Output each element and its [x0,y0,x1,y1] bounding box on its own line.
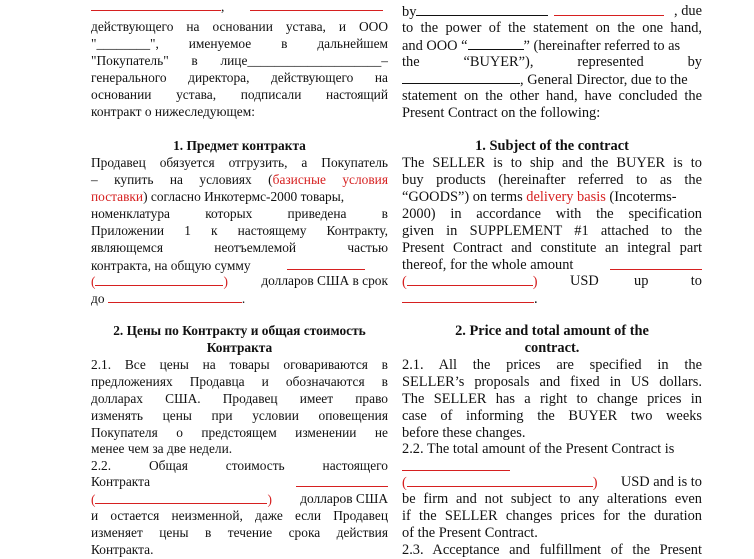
ru-intro-line: "________", именуемое в дальнейшем [91,36,388,51]
en-top-line: statement on the other hand, have concluded the [402,88,702,104]
en-s1-line: . [402,290,702,308]
en-s1-line: thereof, for the whole amount [402,257,702,274]
en-top-line: Present Contract on the following: [402,105,601,121]
en-s2-line: before these changes. [402,425,526,441]
ru-s22-amount-line: ( ) долларов США [91,491,388,507]
en-s1-amount-line: ( ) USD up to [402,273,702,290]
ru-s2-line: изменять цены при условии оповещения [91,408,388,423]
ru-intro-line: генерального директора, действующего на [91,70,388,85]
en-top-line: to the power of the statement on the one hand, [402,20,702,36]
en-s2-line: 2.1. All the prices are specified in the [402,357,702,373]
en-s2-line: case of informing the BUYER two weeks [402,408,702,424]
en-s2-line: SELLER’s proposals and fixed in US dollars. [402,374,702,390]
en-top-line: , General Director, due to the [402,71,702,89]
ru-top-line: , [91,0,388,15]
en-top-line: the “BUYER”), represented by [402,54,702,70]
en-s1-line: “GOODS”) on terms delivery basis (Incoterms- [402,189,677,205]
ru-s22-line: и остается неизменной, даже если Продавец [91,508,388,523]
ru-s1-line: Продавец обязуется отгрузить, а Покупатель [91,155,388,170]
en-s22-line: be firm and not subject to any alterations even [402,491,702,507]
en-section-2-title: contract. [524,340,580,356]
en-s23-line: 2.3. Acceptance and fulfillment of the Present [402,542,702,558]
ru-s1-line: являющемся неотъемлемой частью [91,240,388,255]
en-s1-line: buy products (hereinafter referred to as the [402,172,702,188]
en-s1-line: The SELLER is to ship and the BUYER is to [402,155,702,171]
ru-intro-line: основании устава, подписали настоящий [91,87,388,102]
ru-s1-line: поставки) согласно Инкотермс-2000 товары, [91,189,345,204]
en-s22-line: of the Present Contract. [402,525,538,541]
en-section-2-title: 2. Price and total amount of the [455,323,649,339]
ru-s22-line: Контракта. [91,542,154,557]
en-s22-line: if the SELLER changes prices for the duration [402,508,702,524]
en-top-line: by , due [402,3,702,20]
en-s1-line: 2000) in accordance with the specification [402,206,702,222]
ru-s1-line: контракта, на общую сумму [91,257,388,274]
ru-section-2-title: 2. Цены по Контракту и общая стоимость [113,323,366,338]
ru-s1-line: – купить на условиях (базисные условия [91,172,388,187]
ru-s1-line: Приложении 1 к настоящему Контракту, [91,223,388,238]
ru-intro-line: действующего на основании устава, и ООО [91,19,388,34]
ru-s22-line: 2.2. Общая стоимость настоящего [91,458,388,473]
ru-delivery-basis: базисные условия [272,172,388,187]
en-s22-amount-line: ( ) USD and is to [402,474,702,491]
en-s1-line: Present Contract and constitute an integral part [402,240,702,256]
en-s22-line: 2.2. The total amount of the Present Contract is [402,441,675,457]
en-s2-line: The SELLER has a right to change prices in [402,391,702,407]
ru-s2-line: менее чем за две недели. [91,441,233,456]
ru-s1-amount-line: ( ) долларов США в срок [91,273,388,289]
ru-s22-line: изменяет цены в течение срока действия [91,525,388,540]
ru-section-2-title: Контракта [206,340,273,355]
ru-s2-line: 2.1. Все цены на товары оговариваются в [91,357,388,372]
ru-intro-line: "Покупатель" в лице____________________– [91,53,388,68]
ru-intro-line: контракт о нижеследующем: [91,104,255,119]
en-section-1-title: 1. Subject of the contract [475,138,629,154]
ru-s1-line: номенклатура которых приведена в [91,206,388,221]
en-delivery-basis: delivery basis [526,189,606,205]
en-top-line: and OOO “ ” (hereinafter referred to as [402,38,681,54]
ru-s2-line: долларах США. Продавец имеет право [91,391,388,406]
ru-s22-line: Контракта [91,474,388,490]
ru-s1-line: до . [91,291,246,306]
ru-s2-line: предложениях Продавца и обозначаются в [91,374,388,389]
ru-s2-line: Покупателя о предстоящем изменении не [91,425,388,440]
ru-section-1-title: 1. Предмет контракта [173,138,306,153]
en-s1-line: given in SUPPLEMENT #1 attached to the [402,223,702,239]
